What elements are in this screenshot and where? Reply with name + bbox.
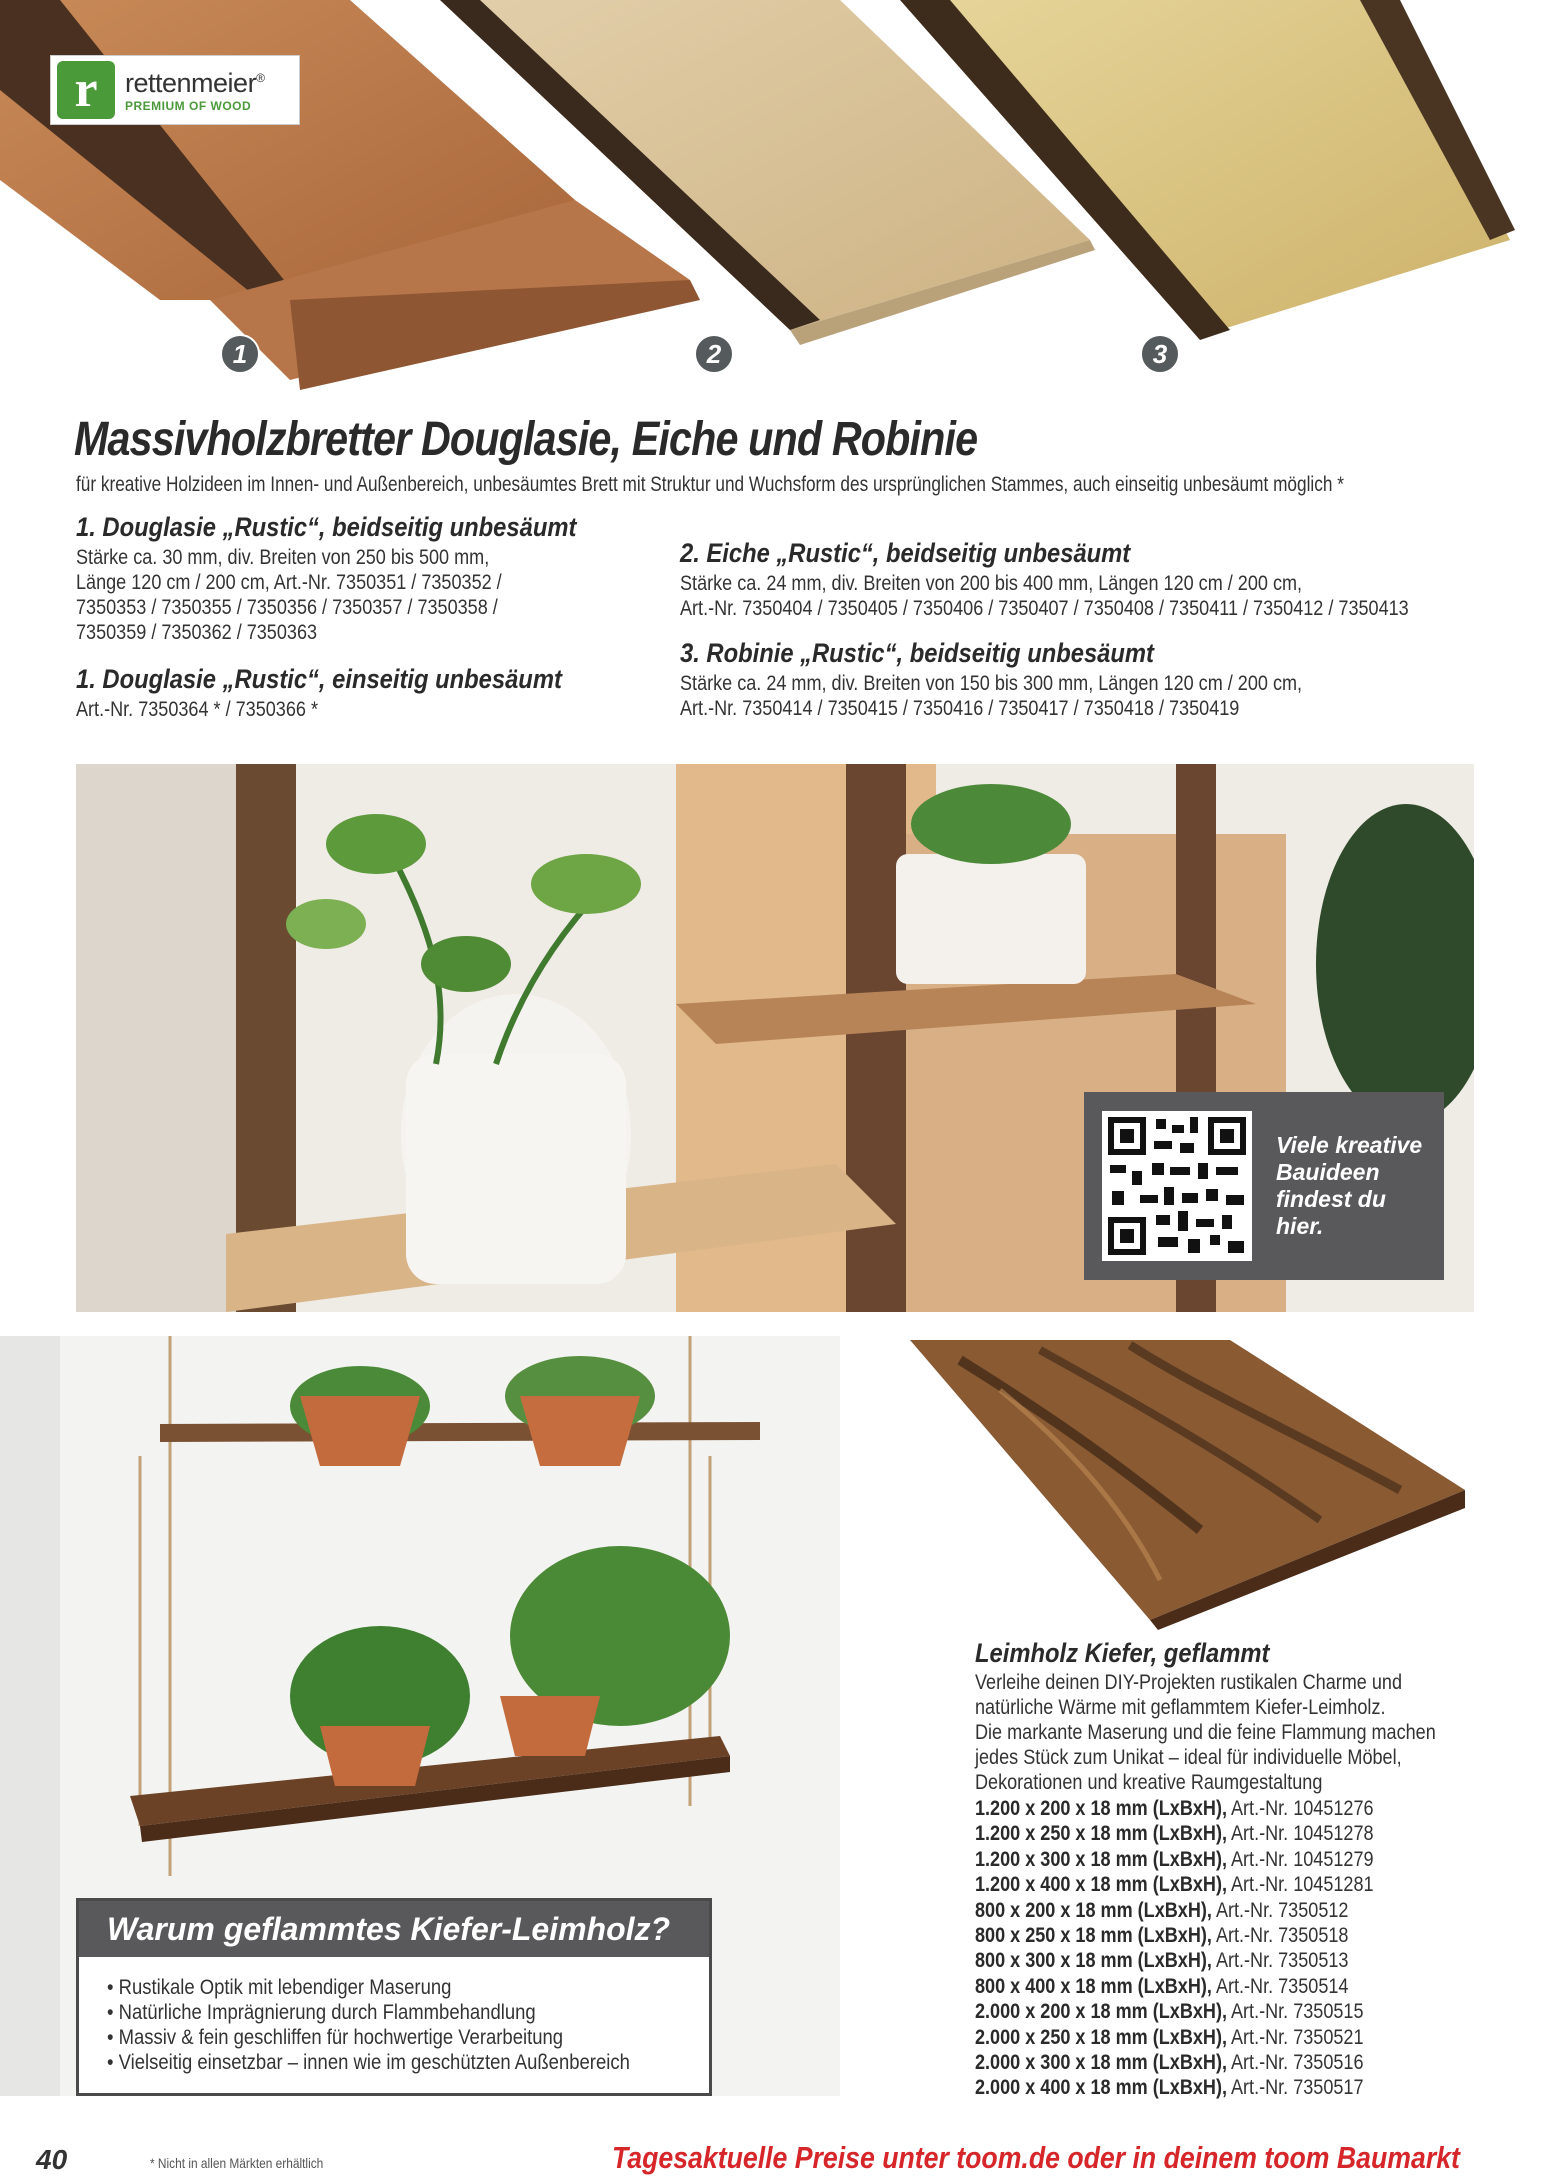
list-item: 1.200 x 250 x 18 mm (LxBxH), Art.-Nr. 10451278 bbox=[975, 1822, 1374, 1846]
product-robinie bbox=[680, 638, 1403, 721]
page-headline: Massivholzbretter Douglasie, Eiche und Robinie bbox=[74, 413, 978, 466]
product-eiche bbox=[680, 538, 1527, 621]
product-line: Stärke ca. 24 mm, div. Breiten von 150 bis 300 mm, Längen 120 cm / 200 cm, bbox=[680, 672, 1303, 695]
list-item: 1.200 x 400 x 18 mm (LxBxH), Art.-Nr. 10451281 bbox=[975, 1873, 1374, 1897]
qr-code-graphic bbox=[1102, 1111, 1252, 1261]
list-item: 800 x 200 x 18 mm (LxBxH), Art.-Nr. 7350512 bbox=[975, 1898, 1349, 1922]
leimholz-specs-list bbox=[975, 1796, 1374, 2101]
list-item: • Massiv & fein geschliffen für hochwertige Verarbeitung bbox=[107, 2026, 564, 2049]
list-item: • Vielseitig einsetzbar – innen wie im geschützten Außenbereich bbox=[107, 2051, 630, 2074]
page-number: 40 bbox=[36, 2144, 68, 2175]
product-line: 7350353 / 7350355 / 7350356 / 7350357 / 7350358 / bbox=[76, 596, 498, 619]
product-title: 1. Douglasie „Rustic“, einseitig unbesäumt bbox=[76, 664, 562, 694]
rettenmeier-mark-icon: r bbox=[57, 61, 115, 119]
product-line: Art.-Nr. 7350364 * / 7350366 * bbox=[76, 698, 318, 721]
product-title: 3. Robinie „Rustic“, beidseitig unbesäumt bbox=[680, 638, 1154, 668]
list-item: 2.000 x 400 x 18 mm (LxBxH), Art.-Nr. 7350517 bbox=[975, 2076, 1364, 2100]
product-line: Art.-Nr. 7350404 / 7350405 / 7350406 / 7350407 / 7350408 / 7350411 / 7350412 / 7350413 bbox=[680, 597, 1409, 620]
list-item: 1.200 x 200 x 18 mm (LxBxH), Art.-Nr. 10451276 bbox=[975, 1797, 1374, 1820]
list-item: • Natürliche Imprägnierung durch Flammbehandlung bbox=[107, 2001, 536, 2024]
logo-brand: rettenmeier® bbox=[125, 67, 265, 98]
list-item: 800 x 250 x 18 mm (LxBxH), Art.-Nr. 7350518 bbox=[975, 1924, 1349, 1948]
board-number-1: 1 bbox=[220, 334, 260, 374]
product-line: Stärke ca. 30 mm, div. Breiten von 250 bis 500 mm, bbox=[76, 546, 490, 569]
board-number-2: 2 bbox=[694, 334, 734, 374]
footnote: * Nicht in allen Märkten erhältlich bbox=[150, 2155, 324, 2171]
list-item: 800 x 300 x 18 mm (LxBxH), Art.-Nr. 7350513 bbox=[975, 1949, 1349, 1973]
product-title: 1. Douglasie „Rustic“, beidseitig unbesäumt bbox=[76, 512, 577, 542]
rettenmeier-logo bbox=[50, 55, 300, 125]
product-line: Länge 120 cm / 200 cm, Art.-Nr. 7350351 / 7350352 / bbox=[76, 571, 502, 594]
board-number-3: 3 bbox=[1140, 334, 1180, 374]
qr-code-box[interactable] bbox=[1084, 1092, 1444, 1280]
intro-text: für kreative Holzideen im Innen- und Außenbereich, unbesäumtes Brett mit Struktur und Wuchsform des ursprünglichen Stammes, auch einseitig unbesäumt möglich * bbox=[76, 473, 1344, 496]
qr-code-icon[interactable] bbox=[1102, 1111, 1252, 1261]
list-item: 2.000 x 200 x 18 mm (LxBxH), Art.-Nr. 7350515 bbox=[975, 2000, 1364, 2024]
warum-bullet-list bbox=[79, 1957, 709, 2075]
list-item: 2.000 x 300 x 18 mm (LxBxH), Art.-Nr. 7350516 bbox=[975, 2051, 1364, 2075]
product-line: Art.-Nr. 7350414 / 7350415 / 7350416 / 7350417 / 7350418 / 7350419 bbox=[680, 697, 1240, 720]
list-item: 2.000 x 250 x 18 mm (LxBxH), Art.-Nr. 7350521 bbox=[975, 2025, 1364, 2049]
footer-tagline: Tagesaktuelle Preise unter toom.de oder in deinem toom Baumarkt bbox=[612, 2140, 1460, 2175]
list-item: 800 x 400 x 18 mm (LxBxH), Art.-Nr. 7350514 bbox=[975, 1974, 1349, 1998]
list-item: • Rustikale Optik mit lebendiger Maserung bbox=[107, 1976, 452, 1999]
product-title: 2. Eiche „Rustic“, beidseitig unbesäumt bbox=[680, 538, 1131, 568]
product-douglasie-einseitig bbox=[76, 664, 628, 722]
qr-caption: Viele kreative Bauideen findest du hier. bbox=[1276, 1132, 1423, 1239]
warum-title: Warum geflammtes Kiefer-Leimholz? bbox=[79, 1901, 709, 1957]
leimholz-title: Leimholz Kiefer, geflammt bbox=[975, 1638, 1270, 1668]
product-douglasie-beidseitig bbox=[76, 512, 645, 645]
flamed-pine-board-image bbox=[900, 1330, 1470, 1630]
logo-tagline: PREMIUM OF WOOD bbox=[125, 98, 252, 113]
list-item: 1.200 x 300 x 18 mm (LxBxH), Art.-Nr. 10451279 bbox=[975, 1847, 1374, 1871]
product-line: Stärke ca. 24 mm, div. Breiten von 200 bis 400 mm, Längen 120 cm / 200 cm, bbox=[680, 572, 1303, 595]
leimholz-description: Verleihe deinen DIY-Projekten rustikalen Charme und natürliche Wärme mit geflammtem Kiefer-Leimholz. Die markante Maserung und die feine Flammung machen jedes Stück zum Unikat – ideal für individuelle Möbel, Dekorationen und kreative Raumgestaltung bbox=[975, 1671, 1436, 1794]
product-line: 7350359 / 7350362 / 7350363 bbox=[76, 621, 318, 644]
warum-info-box bbox=[76, 1898, 712, 2096]
